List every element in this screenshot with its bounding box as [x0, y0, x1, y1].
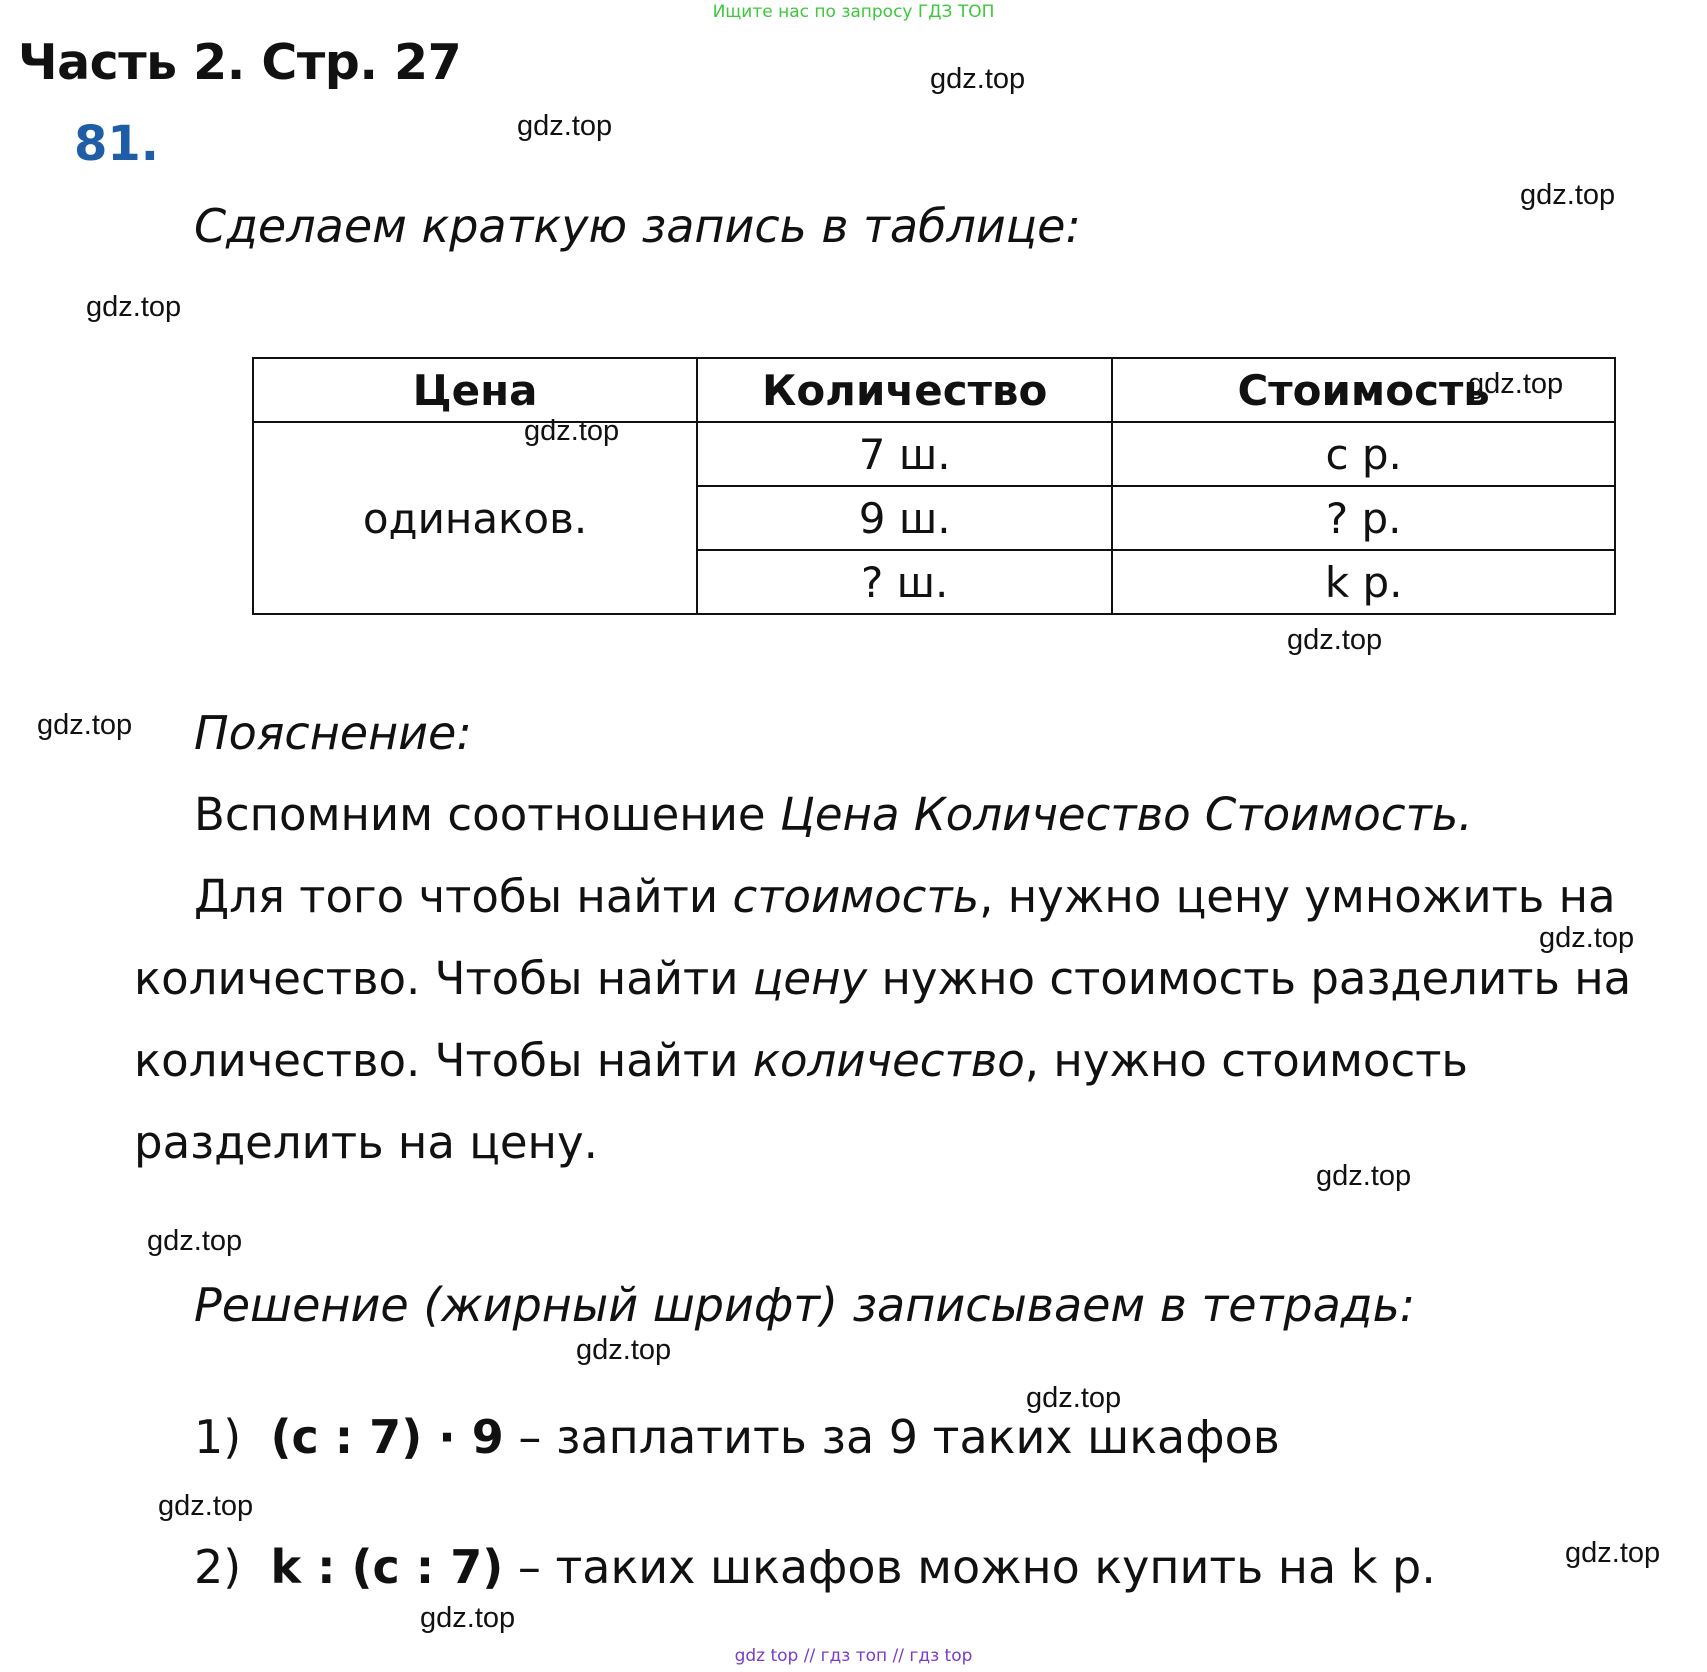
step-text: – заплатить за 9 таких шкафов — [503, 1410, 1280, 1464]
intro-heading: Сделаем краткую запись в таблице: — [194, 199, 1081, 253]
text-span-italic: количество — [752, 1034, 1025, 1087]
watermark: gdz.top — [420, 1602, 516, 1634]
explanation-title: Пояснение: — [194, 706, 472, 760]
text-span: количество. Чтобы найти — [134, 952, 753, 1005]
table-header-row — [253, 358, 1615, 422]
explanation-line — [134, 1020, 1468, 1102]
text-span: , нужно цену умножить на — [979, 870, 1616, 923]
header-price: Цена — [253, 358, 697, 422]
search-note: Ищите нас по запросу ГДЗ ТОП — [712, 2, 995, 22]
watermark: gdz.top — [524, 415, 620, 447]
step-expression: (с : 7) · 9 — [270, 1410, 504, 1464]
cost-cell: k р. — [1112, 550, 1615, 614]
page-title: Часть 2. Стр. 27 — [18, 34, 462, 91]
text-span: нужно стоимость разделить на — [867, 952, 1632, 1005]
text-span: , нужно стоимость — [1024, 1034, 1468, 1087]
cost-cell: с р. — [1112, 422, 1615, 486]
text-span-italic: Цена Количество Стоимость. — [779, 788, 1473, 841]
explanation-line — [134, 1102, 598, 1184]
text-span: количество. Чтобы найти — [134, 1034, 753, 1087]
watermark: gdz.top — [1468, 368, 1564, 400]
footer-note: gdz top // гдз топ // гдз top — [734, 1646, 973, 1666]
watermark: gdz.top — [147, 1225, 243, 1257]
watermark: gdz.top — [576, 1334, 672, 1366]
solution-step — [194, 1410, 1280, 1464]
explanation-line — [194, 774, 1473, 856]
text-span: Для того чтобы найти — [194, 870, 733, 923]
step-number: 1) — [194, 1410, 242, 1464]
quantity-cell: ? ш. — [697, 550, 1112, 614]
watermark: gdz.top — [1026, 1382, 1122, 1414]
explanation-line — [194, 856, 1616, 938]
explanation-line — [134, 938, 1631, 1020]
text-span-italic: стоимость — [732, 870, 980, 923]
quantity-cell: 7 ш. — [697, 422, 1112, 486]
solution-title: Решение (жирный шрифт) записываем в тетрадь: — [194, 1278, 1416, 1332]
text-span: разделить на цену. — [134, 1116, 598, 1169]
table-row — [253, 422, 1615, 486]
solution-step — [194, 1540, 1436, 1594]
watermark: gdz.top — [1565, 1537, 1661, 1569]
watermark: gdz.top — [930, 63, 1026, 95]
watermark: gdz.top — [1287, 624, 1383, 656]
header-quantity: Количество — [697, 358, 1112, 422]
header-cost: Стоимость — [1112, 358, 1615, 422]
task-number: 81. — [74, 116, 160, 172]
watermark: gdz.top — [1520, 179, 1616, 211]
brief-record-table — [252, 357, 1616, 615]
watermark: gdz.top — [86, 291, 182, 323]
cost-cell: ? р. — [1112, 486, 1615, 550]
watermark: gdz.top — [37, 709, 133, 741]
text-span-italic: цену — [752, 952, 868, 1005]
text-span: Вспомним соотношение — [194, 788, 780, 841]
watermark: gdz.top — [158, 1490, 254, 1522]
quantity-cell: 9 ш. — [697, 486, 1112, 550]
watermark: gdz.top — [1539, 922, 1635, 954]
price-cell: одинаков. — [253, 422, 697, 614]
step-text: – таких шкафов можно купить на k р. — [503, 1540, 1436, 1594]
step-number: 2) — [194, 1540, 242, 1594]
step-expression: k : (с : 7) — [270, 1540, 504, 1594]
watermark: gdz.top — [1316, 1160, 1412, 1192]
watermark: gdz.top — [517, 110, 613, 142]
